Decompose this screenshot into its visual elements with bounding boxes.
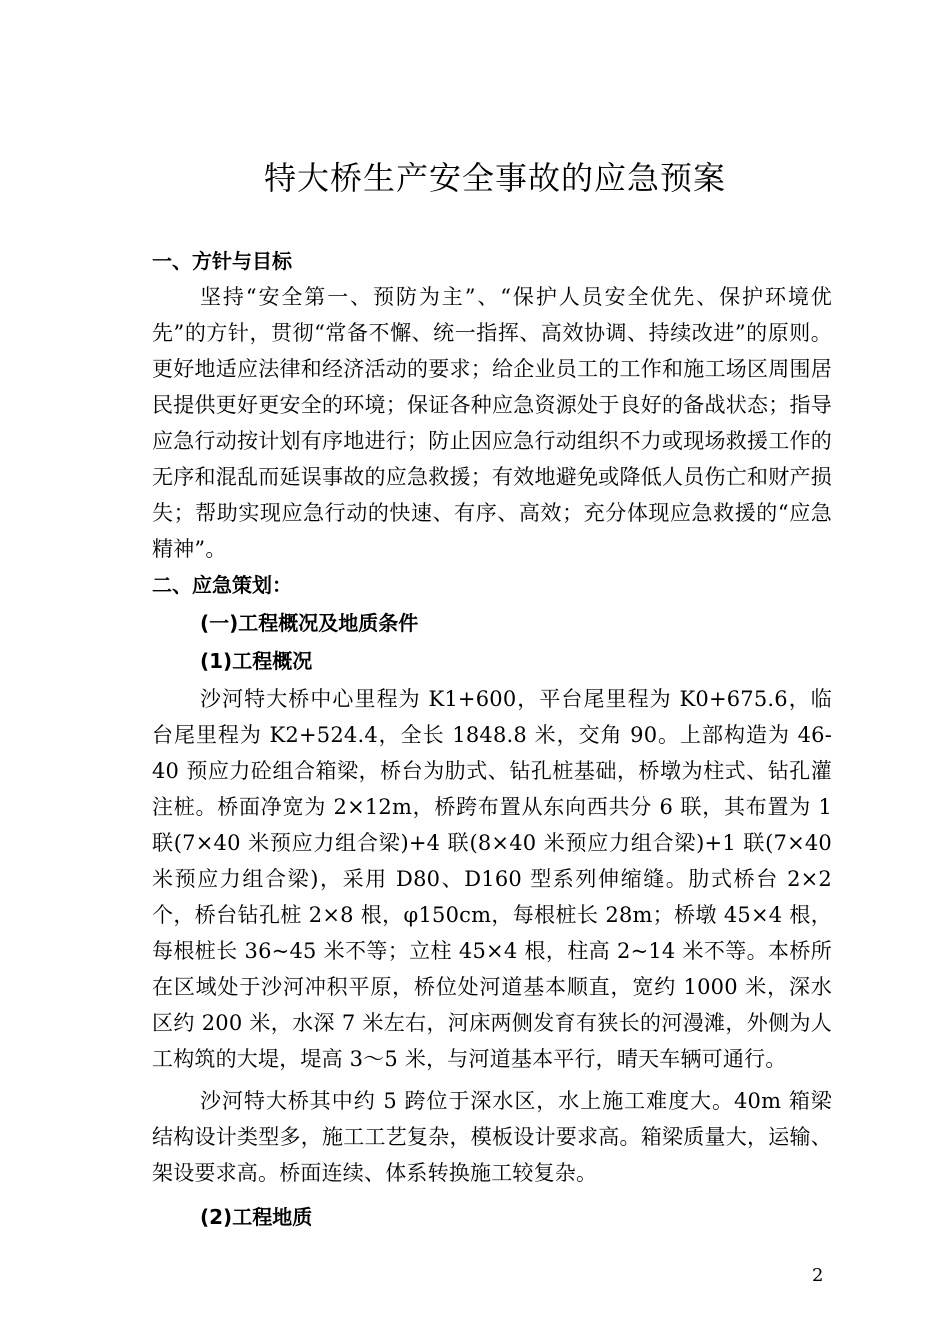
section-heading-emergency-planning: 二、应急策划：	[152, 573, 292, 597]
paragraph-spacer	[152, 1191, 832, 1197]
page-number: 2	[812, 1265, 824, 1286]
subsection-heading-project-geology: (一)工程概况及地质条件	[200, 611, 419, 635]
section-heading-policy-goals: 一、方针与目标	[152, 249, 292, 273]
item-heading-engineering-geology: (2)工程地质	[200, 1205, 313, 1229]
item-heading-project-overview: (1)工程概况	[200, 649, 313, 673]
paragraph-policy-goals: 坚持“安全第一、预防为主”、“保护人员安全优先、保护环境优先”的方针，贯彻“常备不懈、统一指挥、高效协调、持续改进”的原则。更好地适应法律和经济活动的要求；给企业员工的工作和施工场区周围居民提供更好更安全的环境；保证各种应急资源处于良好的备战状态；指导应急行动按计划有序地进行；防止因应急行动组织不力或现场救援工作的无序和混乱而延误事故的应急救援；有效地避免或降低人员伤亡和财产损失；帮助实现应急行动的快速、有序、高效；充分体现应急救援的“应急精神”。	[152, 285, 832, 561]
document-body	[152, 243, 832, 1237]
paragraph-construction-difficulty: 沙河特大桥其中约 5 跨位于深水区，水上施工难度大。40m 箱梁结构设计类型多，施工工艺复杂，模板设计要求高。箱梁质量大，运输、架设要求高。桥面连续、体系转换施工较复杂。	[152, 1089, 832, 1185]
page-title: 特大桥生产安全事故的应急预案	[263, 159, 726, 197]
paragraph-project-overview: 沙河特大桥中心里程为 K1+600，平台尾里程为 K0+675.6，临台尾里程为 K2+524.4，全长 1848.8 米，交角 90。上部构造为 46-40 预应力砼组合箱梁，桥台为肋式、钻孔桩基础，桥墩为柱式、钻孔灌注桩。桥面净宽为 2×12m，桥跨布置从东向西共分 6 联，其布置为 1 联(7×40 米预应力组合梁)+4 联(8×40 米预应力组合梁)+1 联(7×40 米预应力组合梁)，采用 D80、D160 型系列伸缩缝。肋式桥台 2×2 个，桥台钻孔桩 2×8 根，φ150cm，每根桩长 28m；桥墩 45×4 根，每根桩长 36~45 米不等；立柱 45×4 根，柱高 2~14 米不等。本桥所在区域处于沙河冲积平原，桥位处河道基本顺直，宽约 1000 米，深水区约 200 米，水深 7 米左右，河床两侧发育有狭长的河漫滩，外侧为人工构筑的大堤，堤高 3～5 米，与河道基本平行，晴天车辆可通行。	[152, 687, 832, 1071]
